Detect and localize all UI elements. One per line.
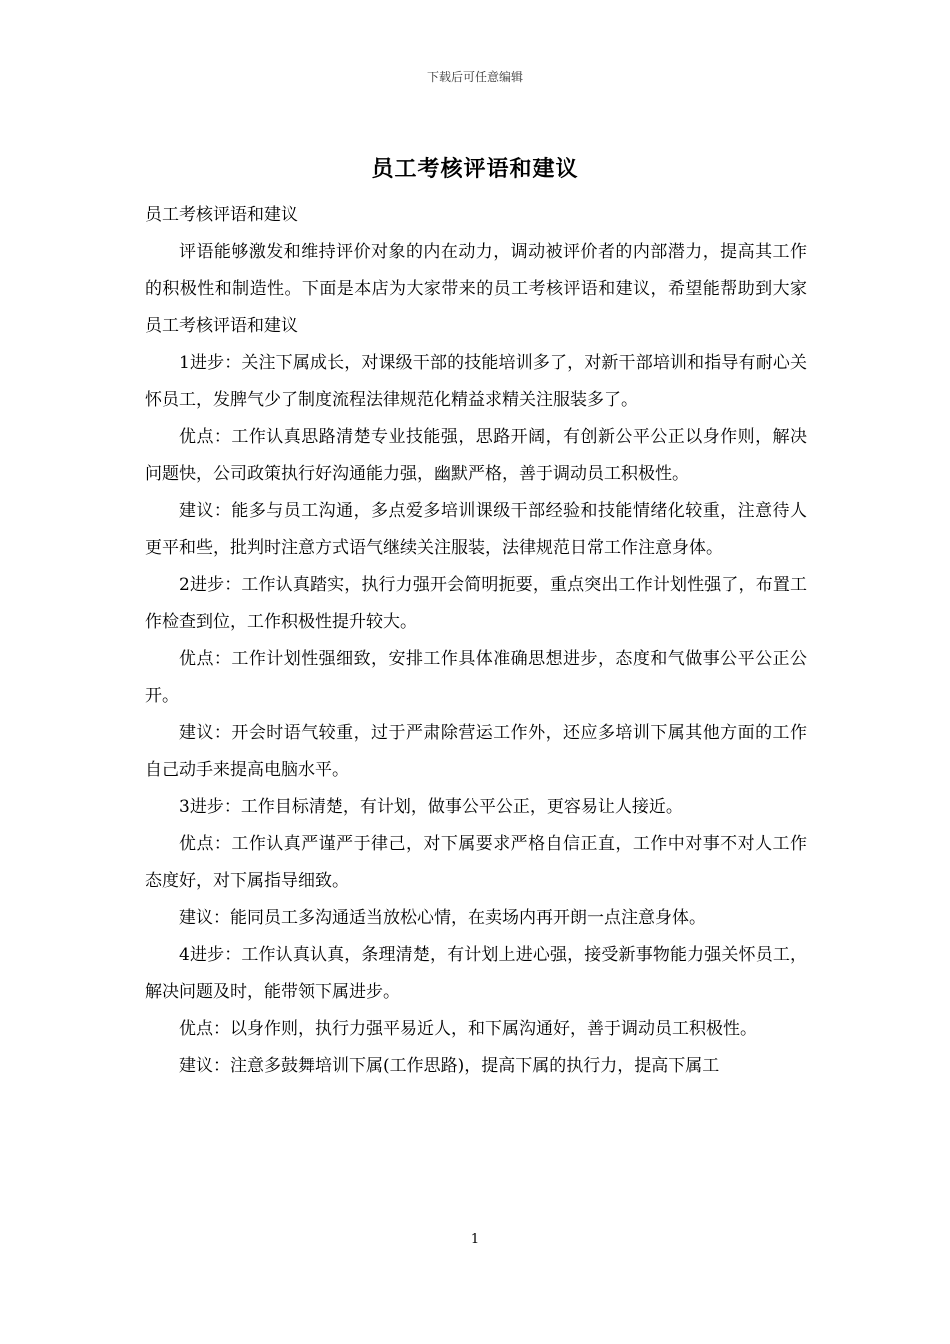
paragraph-3-progress: 3进步：工作目标清楚，有计划，做事公平公正，更容易让人接近。: [179, 797, 683, 817]
paragraph-2-suggestions: 建议：开会时语气较重，过于严肃除营运工作外，还应多培训下属其他方面的工作自己动手来提高电脑水平。: [145, 723, 807, 780]
paragraph-4-progress: 4进步：工作认真认真，条理清楚，有计划上进心强，接受新事物能力强关怀员工，解决问题及时，能带领下属进步。: [145, 945, 807, 1002]
paragraph-intro: 评语能够激发和维持评价对象的内在动力，调动被评价者的内部潜力，提高其工作的积极性和制造性。下面是本店为大家带来的员工考核评语和建议，希望能帮助到大家员工考核评语和建议: [145, 242, 807, 336]
paragraph-1-suggestions: 建议：能多与员工沟通，多点爱多培训课级干部经验和技能情绪化较重，注意待人更平和些，批判时注意方式语气继续关注服装，法律规范日常工作注意身体。: [145, 501, 807, 558]
paragraph-2-strengths: 优点：工作计划性强细致，安排工作具体准确思想进步，态度和气做事公平公正公开。: [145, 649, 807, 706]
page-header: 下载后可任意编辑: [426, 70, 523, 84]
paragraph-3-strengths: 优点：工作认真严谨严于律己，对下属要求严格自信正直，工作中对事不对人工作态度好，对下属指导细致。: [145, 834, 807, 891]
paragraph-2-progress: 2进步：工作认真踏实，执行力强开会简明扼要，重点突出工作计划性强了，布置工作检查到位，工作积极性提升较大。: [145, 575, 807, 632]
document-subtitle: 员工考核评语和建议: [145, 205, 298, 225]
paragraph-4-suggestions: 建议：注意多鼓舞培训下属(工作思路)，提高下属的执行力，提高下属工: [179, 1056, 720, 1076]
paragraph-4-strengths: 优点：以身作则，执行力强平易近人，和下属沟通好，善于调动员工积极性。: [179, 1019, 757, 1039]
document-title: 员工考核评语和建议: [371, 156, 579, 182]
page-number: 1: [470, 1232, 480, 1247]
paragraph-1-progress: 1进步：关注下属成长，对课级干部的技能培训多了，对新干部培训和指导有耐心关怀员工，发脾气少了制度流程法律规范化精益求精关注服装多了。: [145, 353, 807, 410]
document-body: [145, 197, 807, 1085]
paragraph-1-strengths: 优点：工作认真思路清楚专业技能强，思路开阔，有创新公平公正以身作则，解决问题快，公司政策执行好沟通能力强，幽默严格，善于调动员工积极性。: [145, 427, 807, 484]
paragraph-3-suggestions: 建议：能同员工多沟通适当放松心情，在卖场内再开朗一点注意身体。: [179, 908, 706, 928]
